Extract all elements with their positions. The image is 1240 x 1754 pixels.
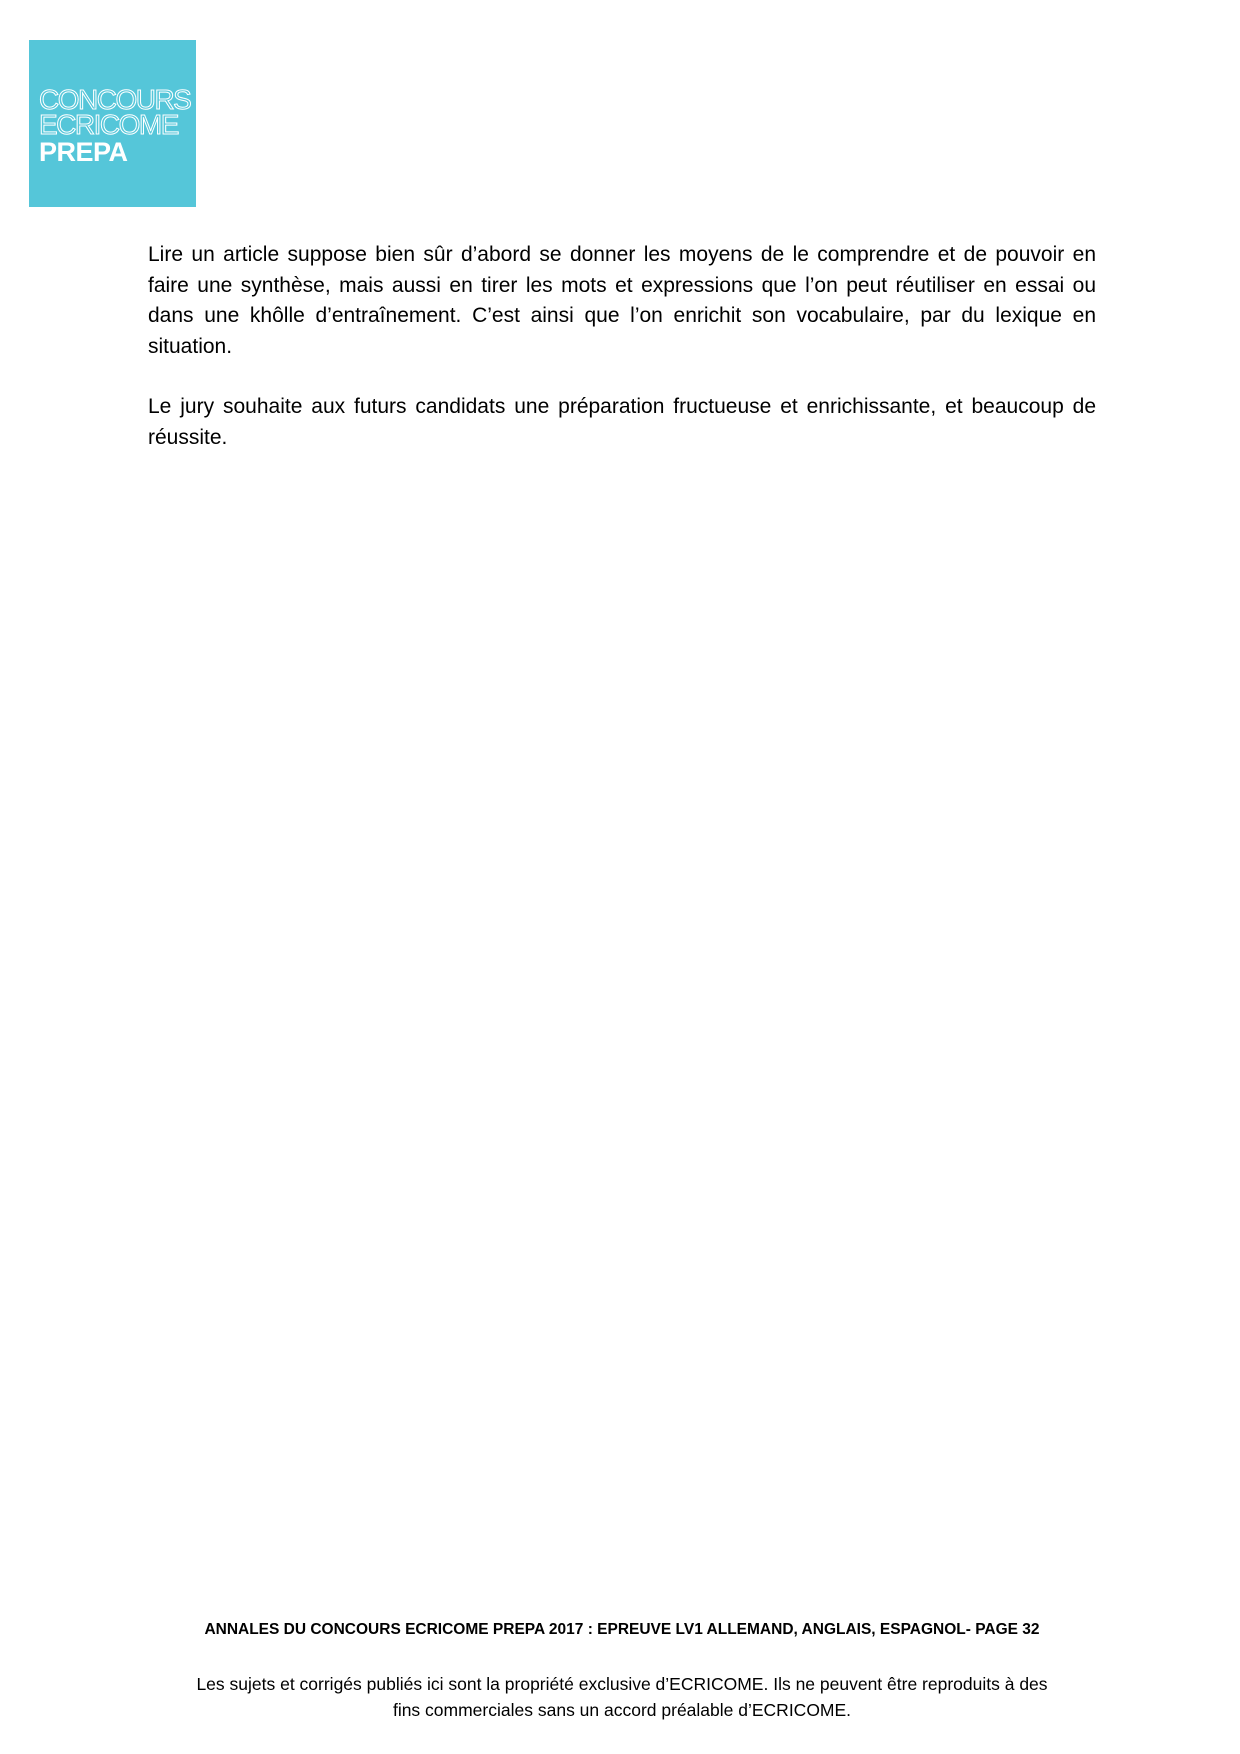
footer-title: ANNALES DU CONCOURS ECRICOME PREPA 2017 : EPREUVE LV1 ALLEMAND, ANGLAIS, ESPAGNOL- PAGE 32 [204,1621,1040,1638]
body-paragraph: Le jury souhaite aux futurs candidats une préparation fructueuse et enrichissante, et beaucoup de réussite. [148,395,1096,449]
logo-text-prepa: PREPA [39,137,128,167]
footer-notice-line: fins commerciales sans un accord préalable d’ECRICOME. [392,1700,852,1720]
document-body [148,240,1096,483]
footer-copyright-notice [148,1671,1096,1723]
ecricome-logo [29,40,196,207]
footer-notice-line: Les sujets et corrigés publiés ici sont la propriété exclusive d’ECRICOME. Ils ne peuvent être reproduits à des [196,1674,1048,1694]
logo-text-concours: CONCOURS [39,84,191,115]
logo-text-ecricome: ECRICOME [39,109,178,140]
body-paragraph: Lire un article suppose bien sûr d’abord se donner les moyens de le comprendre et de pouvoir en faire une synthèse, mais aussi en tirer les mots et expressions que l’on peut réutiliser en essai ou dans une khôlle d’entraînement. C’est ainsi que l’on enrichit son vocabulaire, par du lexique en situation. [148,243,1096,358]
